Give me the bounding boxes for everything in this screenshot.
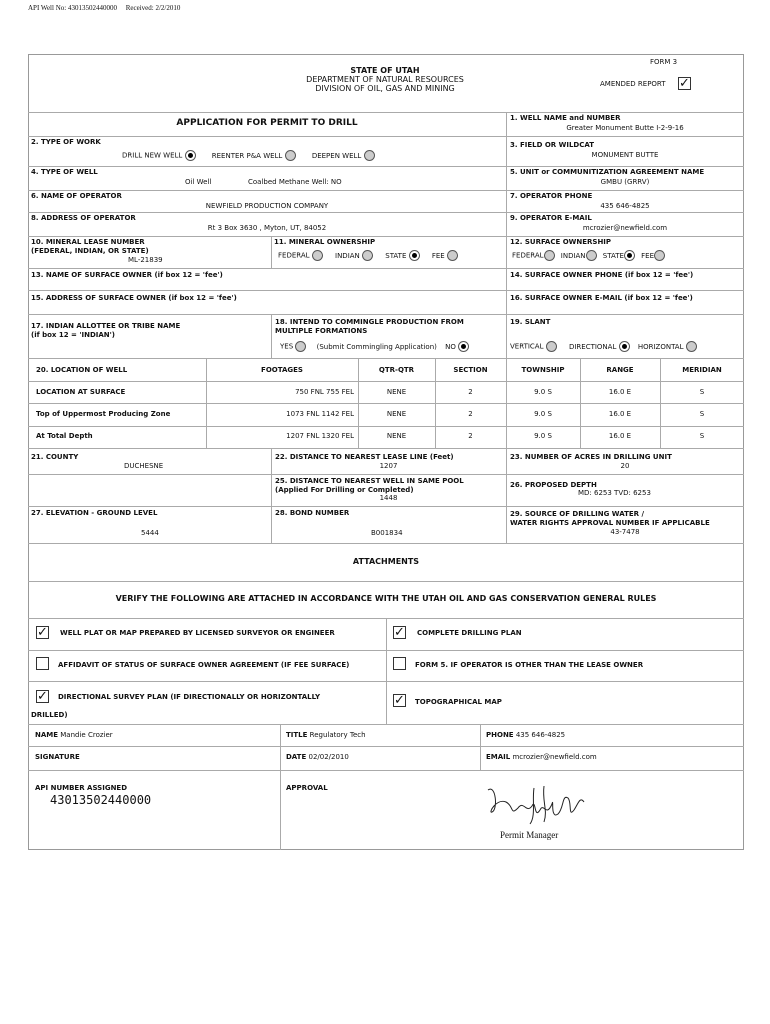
dept-title: DEPARTMENT OF NATURAL RESOURCES: [306, 75, 464, 84]
f26-label: 26. PROPOSED DEPTH: [510, 481, 597, 489]
table-row-2-meridian: S: [699, 410, 705, 418]
f5-label: 5. UNIT or COMMUNITIZATION AGREEMENT NAME: [510, 168, 705, 176]
f29-label-1: 29. SOURCE OF DRILLING WATER /: [510, 510, 645, 518]
permit-manager-label: Permit Manager: [500, 830, 559, 840]
slant-directional-radio[interactable]: [619, 341, 630, 352]
api-label: API NUMBER ASSIGNED: [35, 784, 128, 792]
surface-federal-label: FEDERAL: [512, 251, 544, 260]
email-field: [486, 753, 597, 761]
well-type-value: Oil Well: [185, 178, 212, 186]
slant-options: [510, 341, 697, 352]
directional-survey-checkbox[interactable]: ✓: [37, 689, 48, 704]
date-label: DATE: [286, 753, 307, 761]
date-value: 02/02/2010: [308, 753, 349, 761]
slant-horizontal-radio[interactable]: [686, 341, 697, 352]
f22-label: 22. DISTANCE TO NEAREST LEASE LINE (Feet): [275, 453, 454, 461]
mineral-indian-radio[interactable]: [362, 250, 373, 261]
f13-label: 13. NAME OF SURFACE OWNER (if box 12 = 'fee'): [31, 271, 223, 279]
amended-checkbox[interactable]: ✓: [679, 76, 690, 91]
operator-phone-value: 435 646-4825: [600, 202, 650, 210]
table-header-qtr: QTR-QTR: [378, 366, 415, 374]
f11-label: 11. MINERAL OWNERSHIP: [274, 238, 376, 246]
f9-label: 9. OPERATOR E-MAIL: [510, 214, 592, 222]
table-row-2-section: 2: [468, 410, 473, 418]
surface-indian-label: INDIAN: [560, 251, 586, 260]
table-row-2-footages: 1073 FNL 1142 FEL: [286, 410, 354, 418]
application-title: APPLICATION FOR PERMIT TO DRILL: [176, 118, 358, 128]
depth-value: MD: 6253 TVD: 6253: [578, 489, 651, 497]
commingle-yes-label: YES: [280, 342, 294, 351]
table-row-3-footages: 1207 FNL 1320 FEL: [286, 432, 354, 440]
topo-map-label: TOPOGRAPHICAL MAP: [415, 698, 502, 706]
title-value: Regulatory Tech: [309, 731, 366, 739]
mineral-ownership-options: [278, 250, 458, 261]
slant-vertical-radio[interactable]: [546, 341, 557, 352]
f19-label: 19. SLANT: [510, 318, 551, 326]
affidavit-label: AFFIDAVIT OF STATUS OF SURFACE OWNER AGREEMENT (IF FEE SURFACE): [58, 661, 350, 669]
surface-state-label: STATE: [602, 251, 624, 260]
header-line: [28, 4, 180, 12]
date-field: [286, 753, 349, 761]
table-row-1-range: 16.0 E: [608, 388, 632, 396]
amended-label: AMENDED REPORT: [600, 80, 666, 88]
mineral-fee-radio[interactable]: [447, 250, 458, 261]
table-row-3-label: At Total Depth: [36, 432, 93, 440]
table-row-1-qtr: NENE: [386, 388, 407, 396]
commingle-options: [280, 341, 469, 352]
api-well-no: API Well No: 43013502440000: [28, 4, 117, 12]
surface-fee-label: FEE: [641, 251, 655, 260]
unit-value: GMBU (GRRV): [600, 178, 650, 186]
approval-label: APPROVAL: [286, 784, 328, 792]
signature-label: SIGNATURE: [35, 753, 80, 761]
table-row-3-meridian: S: [699, 432, 705, 440]
f10-label-2: (FEDERAL, INDIAN, OR STATE): [31, 247, 149, 255]
slant-directional-label: DIRECTIONAL: [568, 342, 617, 351]
table-row-2-label: Top of Uppermost Producing Zone: [36, 410, 171, 418]
phone-label: PHONE: [486, 731, 514, 739]
division-title: DIVISION OF OIL, GAS AND MINING: [315, 84, 455, 93]
received-date: Received: 2/2/2010: [125, 4, 181, 12]
table-header-location: 20. LOCATION OF WELL: [36, 366, 128, 374]
form5-label: FORM 5. IF OPERATOR IS OTHER THAN THE LEASE OWNER: [415, 661, 644, 669]
table-row-3-range: 16.0 E: [608, 432, 632, 440]
table-row-1-footages: 750 FNL 755 FEL: [295, 388, 354, 396]
approval-signature: [484, 780, 594, 828]
elevation-value: 5444: [141, 529, 159, 537]
f7-label: 7. OPERATOR PHONE: [510, 192, 593, 200]
f12-label: 12. SURFACE OWNERSHIP: [510, 238, 612, 246]
f17-label-2: (if box 12 = 'INDIAN'): [31, 331, 115, 339]
acres-value: 20: [620, 462, 630, 470]
f14-label: 14. SURFACE OWNER PHONE (if box 12 = 'fee'): [510, 271, 694, 279]
table-header-meridian: MERIDIAN: [682, 366, 722, 374]
lease-number-value: ML-21839: [128, 256, 163, 264]
title-field: [286, 731, 366, 739]
title-label: TITLE: [286, 731, 308, 739]
coalbed-value: Coalbed Methane Well: NO: [248, 178, 342, 186]
surface-federal-radio[interactable]: [544, 250, 555, 261]
f27-label: 27. ELEVATION - GROUND LEVEL: [31, 509, 158, 517]
surface-indian-radio[interactable]: [586, 250, 597, 261]
slant-horizontal-label: HORIZONTAL: [637, 342, 684, 351]
f3-label: 3. FIELD OR WILDCAT: [510, 141, 595, 149]
well-name-value: Greater Monument Butte I-2-9-16: [566, 124, 684, 132]
commingle-no-radio[interactable]: [458, 341, 469, 352]
bond-value: B001834: [371, 529, 403, 537]
table-row-1-meridian: S: [699, 388, 705, 396]
table-row-3-qtr: NENE: [386, 432, 407, 440]
table-row-2-qtr: NENE: [386, 410, 407, 418]
state-title: STATE OF UTAH: [350, 66, 420, 75]
f17-label-1: 17. INDIAN ALLOTTEE OR TRIBE NAME: [31, 322, 181, 330]
f25-label-2: (Applied For Drilling or Completed): [275, 486, 414, 494]
email-label: EMAIL: [486, 753, 511, 761]
deepen-radio[interactable]: [364, 150, 375, 161]
well-plat-checkbox[interactable]: ✓: [37, 625, 48, 640]
f23-label: 23. NUMBER OF ACRES IN DRILLING UNIT: [510, 453, 672, 461]
f29-label-2: WATER RIGHTS APPROVAL NUMBER IF APPLICABLE: [510, 519, 710, 527]
commingle-note: (Submit Commingling Application): [316, 342, 437, 351]
operator-email-value: mcrozier@newfield.com: [582, 224, 668, 232]
phone-field: [486, 731, 565, 739]
table-header-section: SECTION: [453, 366, 488, 374]
f6-label: 6. NAME OF OPERATOR: [31, 192, 122, 200]
surface-fee-radio[interactable]: [654, 250, 665, 261]
table-header-footages: FOOTAGES: [261, 366, 303, 374]
attachments-title: ATTACHMENTS: [352, 557, 420, 566]
f18-label-1: 18. INTEND TO COMMINGLE PRODUCTION FROM: [275, 318, 464, 326]
mineral-state-label: STATE: [385, 251, 407, 260]
name-value: Mandie Crozier: [60, 731, 113, 739]
operator-name-value: NEWFIELD PRODUCTION COMPANY: [205, 202, 329, 210]
f28-label: 28. BOND NUMBER: [275, 509, 350, 517]
well-distance-value: 1448: [379, 494, 398, 502]
surface-ownership-options: [512, 250, 665, 261]
lease-distance-value: 1207: [379, 462, 398, 470]
email-value: mcrozier@newfield.com: [512, 753, 597, 761]
directional-survey-label: DIRECTIONAL SURVEY PLAN (IF DIRECTIONALLY OR HORIZONTALLY: [58, 693, 321, 701]
f15-label: 15. ADDRESS OF SURFACE OWNER (if box 12 = 'fee'): [31, 294, 237, 302]
commingle-yes-radio[interactable]: [295, 341, 306, 352]
table-row-3-township: 9.0 S: [534, 432, 552, 440]
f16-label: 16. SURFACE OWNER E-MAIL (if box 12 = 'fee'): [510, 294, 693, 302]
phone-value: 435 646-4825: [515, 731, 566, 739]
table-row-1-township: 9.0 S: [534, 388, 552, 396]
mineral-fee-label: FEE: [431, 251, 445, 260]
topo-map-checkbox[interactable]: ✓: [394, 693, 405, 708]
mineral-federal-label: FEDERAL: [278, 251, 310, 260]
f4-label: 4. TYPE OF WELL: [31, 168, 98, 176]
f1-label: 1. WELL NAME and NUMBER: [510, 114, 621, 122]
drill-new-well-label: DRILL NEW WELL: [122, 151, 183, 160]
well-plat-label: WELL PLAT OR MAP PREPARED BY LICENSED SURVEYOR OR ENGINEER: [60, 629, 335, 637]
title-block: [260, 66, 510, 93]
form-number: FORM 3: [650, 58, 678, 66]
field-value: MONUMENT BUTTE: [591, 151, 659, 159]
f25-label-1: 25. DISTANCE TO NEAREST WELL IN SAME POOL: [275, 477, 464, 485]
deepen-label: DEEPEN WELL: [311, 151, 362, 160]
f10-label-1: 10. MINERAL LEASE NUMBER: [31, 238, 145, 246]
name-field: [35, 731, 113, 739]
api-value: 43013502440000: [50, 793, 152, 807]
table-row-1-label: LOCATION AT SURFACE: [36, 388, 126, 396]
drill-new-well-radio[interactable]: [185, 150, 196, 161]
reenter-label: REENTER P&A WELL: [211, 151, 283, 160]
directional-survey-label-2: DRILLED): [31, 711, 68, 719]
mineral-state-radio[interactable]: [409, 250, 420, 261]
county-value: DUCHESNE: [124, 462, 164, 470]
f8-label: 8. ADDRESS OF OPERATOR: [31, 214, 136, 222]
mineral-indian-label: INDIAN: [335, 251, 360, 260]
table-row-1-section: 2: [468, 388, 473, 396]
commingle-no-label: NO: [445, 342, 456, 351]
type-of-work-options: [122, 150, 375, 161]
table-header-township: TOWNSHIP: [521, 366, 565, 374]
table-row-3-section: 2: [468, 432, 473, 440]
name-label: NAME: [35, 731, 59, 739]
f21-label: 21. COUNTY: [31, 453, 79, 461]
f2-label: 2. TYPE OF WORK: [31, 138, 101, 146]
attachments-verify: VERIFY THE FOLLOWING ARE ATTACHED IN ACCORDANCE WITH THE UTAH OIL AND GAS CONSERVATION GENERAL RULES: [115, 594, 657, 603]
slant-vertical-label: VERTICAL: [510, 342, 544, 351]
mineral-federal-radio[interactable]: [312, 250, 323, 261]
surface-state-radio[interactable]: [624, 250, 635, 261]
water-rights-value: 43-7478: [610, 528, 640, 536]
reenter-radio[interactable]: [285, 150, 296, 161]
f18-label-2: MULTIPLE FORMATIONS: [275, 327, 368, 335]
affidavit-checkbox[interactable]: [36, 657, 49, 670]
table-row-2-range: 16.0 E: [608, 410, 632, 418]
operator-address-value: Rt 3 Box 3630 , Myton, UT, 84052: [207, 224, 327, 232]
table-row-2-township: 9.0 S: [534, 410, 552, 418]
form5-checkbox[interactable]: [393, 657, 406, 670]
drilling-plan-label: COMPLETE DRILLING PLAN: [417, 629, 522, 637]
drilling-plan-checkbox[interactable]: ✓: [394, 625, 405, 640]
table-header-range: RANGE: [606, 366, 634, 374]
